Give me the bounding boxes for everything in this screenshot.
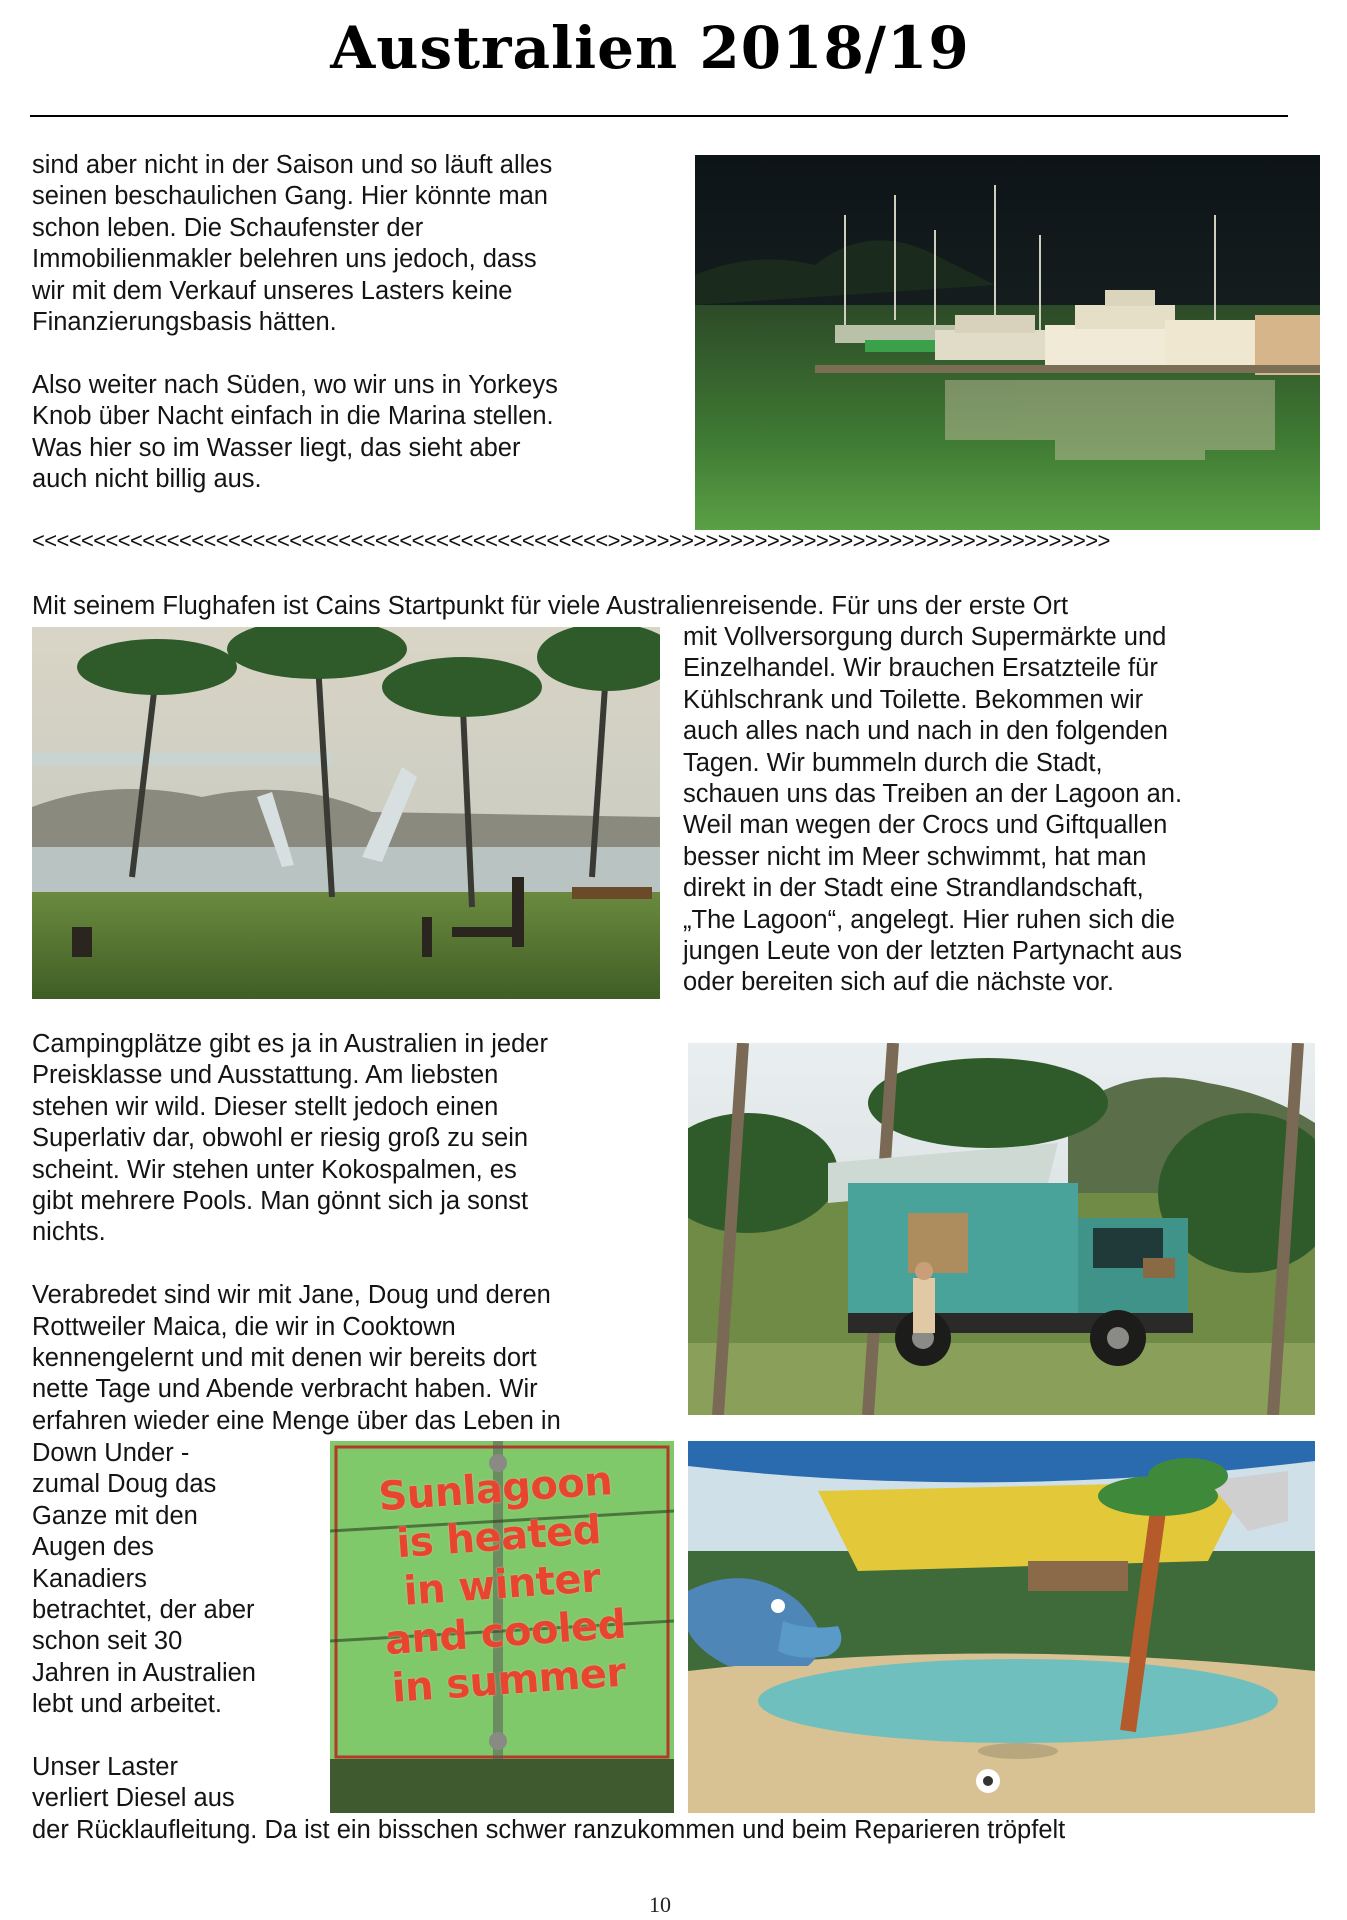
text-line: besser nicht im Meer schwimmt, hat man bbox=[683, 842, 1147, 871]
text-line: kennengelernt und mit denen wir bereits dort bbox=[32, 1344, 537, 1373]
text-line: nichts. bbox=[32, 1218, 106, 1247]
text-line: sind aber nicht in der Saison und so läuft alles bbox=[32, 151, 553, 179]
text-line: Kühlschrank und Toilette. Bekommen wir bbox=[683, 685, 1144, 714]
cairns-first-line: Mit seinem Flughafen ist Cains Startpunkt für viele Australienreisende. Für uns der erste Ort bbox=[32, 592, 1069, 620]
text-line: seinen beschaulichen Gang. Hier könnte man bbox=[32, 182, 548, 211]
text-line: auch nicht billig aus. bbox=[32, 465, 262, 494]
sign-line: Sunlagoon bbox=[376, 1458, 614, 1521]
lagoon-photo bbox=[32, 627, 660, 999]
text-line: jungen Leute von der letzten Partynacht aus bbox=[683, 937, 1183, 966]
last-text-line: der Rücklaufleitung. Da ist ein bisschen schwer ranzukommen und beim Reparieren tröpfelt bbox=[32, 1816, 1066, 1844]
text-line: Immobilienmakler belehren uns jedoch, dass bbox=[32, 245, 537, 274]
cairns-text-block bbox=[683, 622, 1182, 999]
pool-whale-photo bbox=[688, 1441, 1315, 1813]
text-line: „The Lagoon“, angelegt. Hier ruhen sich die bbox=[683, 905, 1175, 934]
text-line: Down Under - bbox=[32, 1439, 190, 1467]
text-line: erfahren wieder eine Menge über das Leben in bbox=[32, 1406, 561, 1435]
text-line bbox=[32, 1721, 256, 1752]
text-line: scheint. Wir stehen unter Kokospalmen, es bbox=[32, 1155, 517, 1184]
text-line: auch alles nach und nach in den folgenden bbox=[683, 717, 1168, 746]
marina-night-photo bbox=[695, 155, 1320, 530]
page-title: Australien 2018/19 bbox=[330, 14, 970, 82]
sign-line: in summer bbox=[390, 1649, 628, 1712]
text-line: gibt mehrere Pools. Man gönnt sich ja sonst bbox=[32, 1187, 529, 1216]
page-number: 10 bbox=[649, 1892, 671, 1917]
sign-text bbox=[330, 1453, 674, 1716]
text-line: Weil man wegen der Crocs und Giftquallen bbox=[683, 811, 1168, 840]
text-line: direkt in der Stadt eine Strandlandschaft, bbox=[683, 874, 1144, 903]
text-line: Rottweiler Maica, die wir in Cooktown bbox=[32, 1312, 456, 1341]
text-line: Jahren in Australien bbox=[32, 1658, 256, 1687]
text-line: Finanzierungsbasis hätten. bbox=[32, 308, 337, 337]
text-line: Tagen. Wir bummeln durch die Stadt, bbox=[683, 748, 1103, 777]
text-line: Campingplätze gibt es ja in Australien in jeder bbox=[32, 1030, 548, 1058]
text-line: wir mit dem Verkauf unseres Lasters keine bbox=[32, 276, 513, 305]
text-line: Superlativ dar, obwohl er riesig groß zu sein bbox=[32, 1124, 529, 1153]
text-line: verliert Diesel aus bbox=[32, 1784, 235, 1813]
section-separator: <<<<<<<<<<<<<<<<<<<<<<<<<<<<<<<<<<<<<<<<<<<<<<<>>>>>>>>>>>>>>>>>>>>>>>>>>>>>>>>>>>>>>>>> bbox=[32, 528, 1110, 553]
text-line: schon leben. Die Schaufenster der bbox=[32, 213, 424, 242]
text-line: Preisklasse und Ausstattung. Am liebsten bbox=[32, 1061, 499, 1090]
text-line: schauen uns das Treiben an der Lagoon an. bbox=[683, 780, 1183, 809]
sunlagoon-sign-photo bbox=[330, 1441, 674, 1813]
text-line: Ganze mit den bbox=[32, 1501, 198, 1530]
text-line: zumal Doug das bbox=[32, 1470, 217, 1499]
text-line: Unser Laster bbox=[32, 1753, 178, 1782]
text-line: oder bereiten sich auf die nächste vor. bbox=[683, 968, 1114, 997]
sign-line: and cooled bbox=[383, 1601, 628, 1665]
text-line: betrachtet, der aber bbox=[32, 1596, 255, 1625]
header-divider bbox=[30, 115, 1288, 117]
text-line: Was hier so im Wasser liegt, das sieht aber bbox=[32, 433, 521, 462]
text-line: schon seit 30 bbox=[32, 1627, 183, 1656]
text-line: Also weiter nach Süden, wo wir uns in Yorkeys bbox=[32, 370, 558, 399]
camping-text-block bbox=[32, 1029, 561, 1437]
text-line bbox=[32, 338, 558, 369]
text-line: Kanadiers bbox=[32, 1564, 147, 1593]
text-line: Knob über Nacht einfach in die Marina stellen. bbox=[32, 402, 554, 431]
text-line: Einzelhandel. Wir brauchen Ersatzteile für bbox=[683, 654, 1158, 683]
text-line: Augen des bbox=[32, 1533, 154, 1562]
marina-text-block bbox=[32, 150, 558, 495]
text-line: nette Tage und Abende verbracht haben. Wir bbox=[32, 1375, 538, 1404]
truck-campsite-photo bbox=[688, 1043, 1315, 1415]
text-line bbox=[32, 1249, 561, 1280]
text-line: mit Vollversorgung durch Supermärkte und bbox=[683, 623, 1167, 651]
text-line: stehen wir wild. Dieser stellt jedoch einen bbox=[32, 1092, 499, 1121]
text-line: Verabredet sind wir mit Jane, Doug und deren bbox=[32, 1281, 551, 1310]
sign-line: is heated bbox=[395, 1507, 603, 1568]
narrow-text-block bbox=[32, 1438, 256, 1815]
text-line: lebt und arbeitet. bbox=[32, 1690, 222, 1719]
sign-line: in winter bbox=[402, 1555, 602, 1615]
